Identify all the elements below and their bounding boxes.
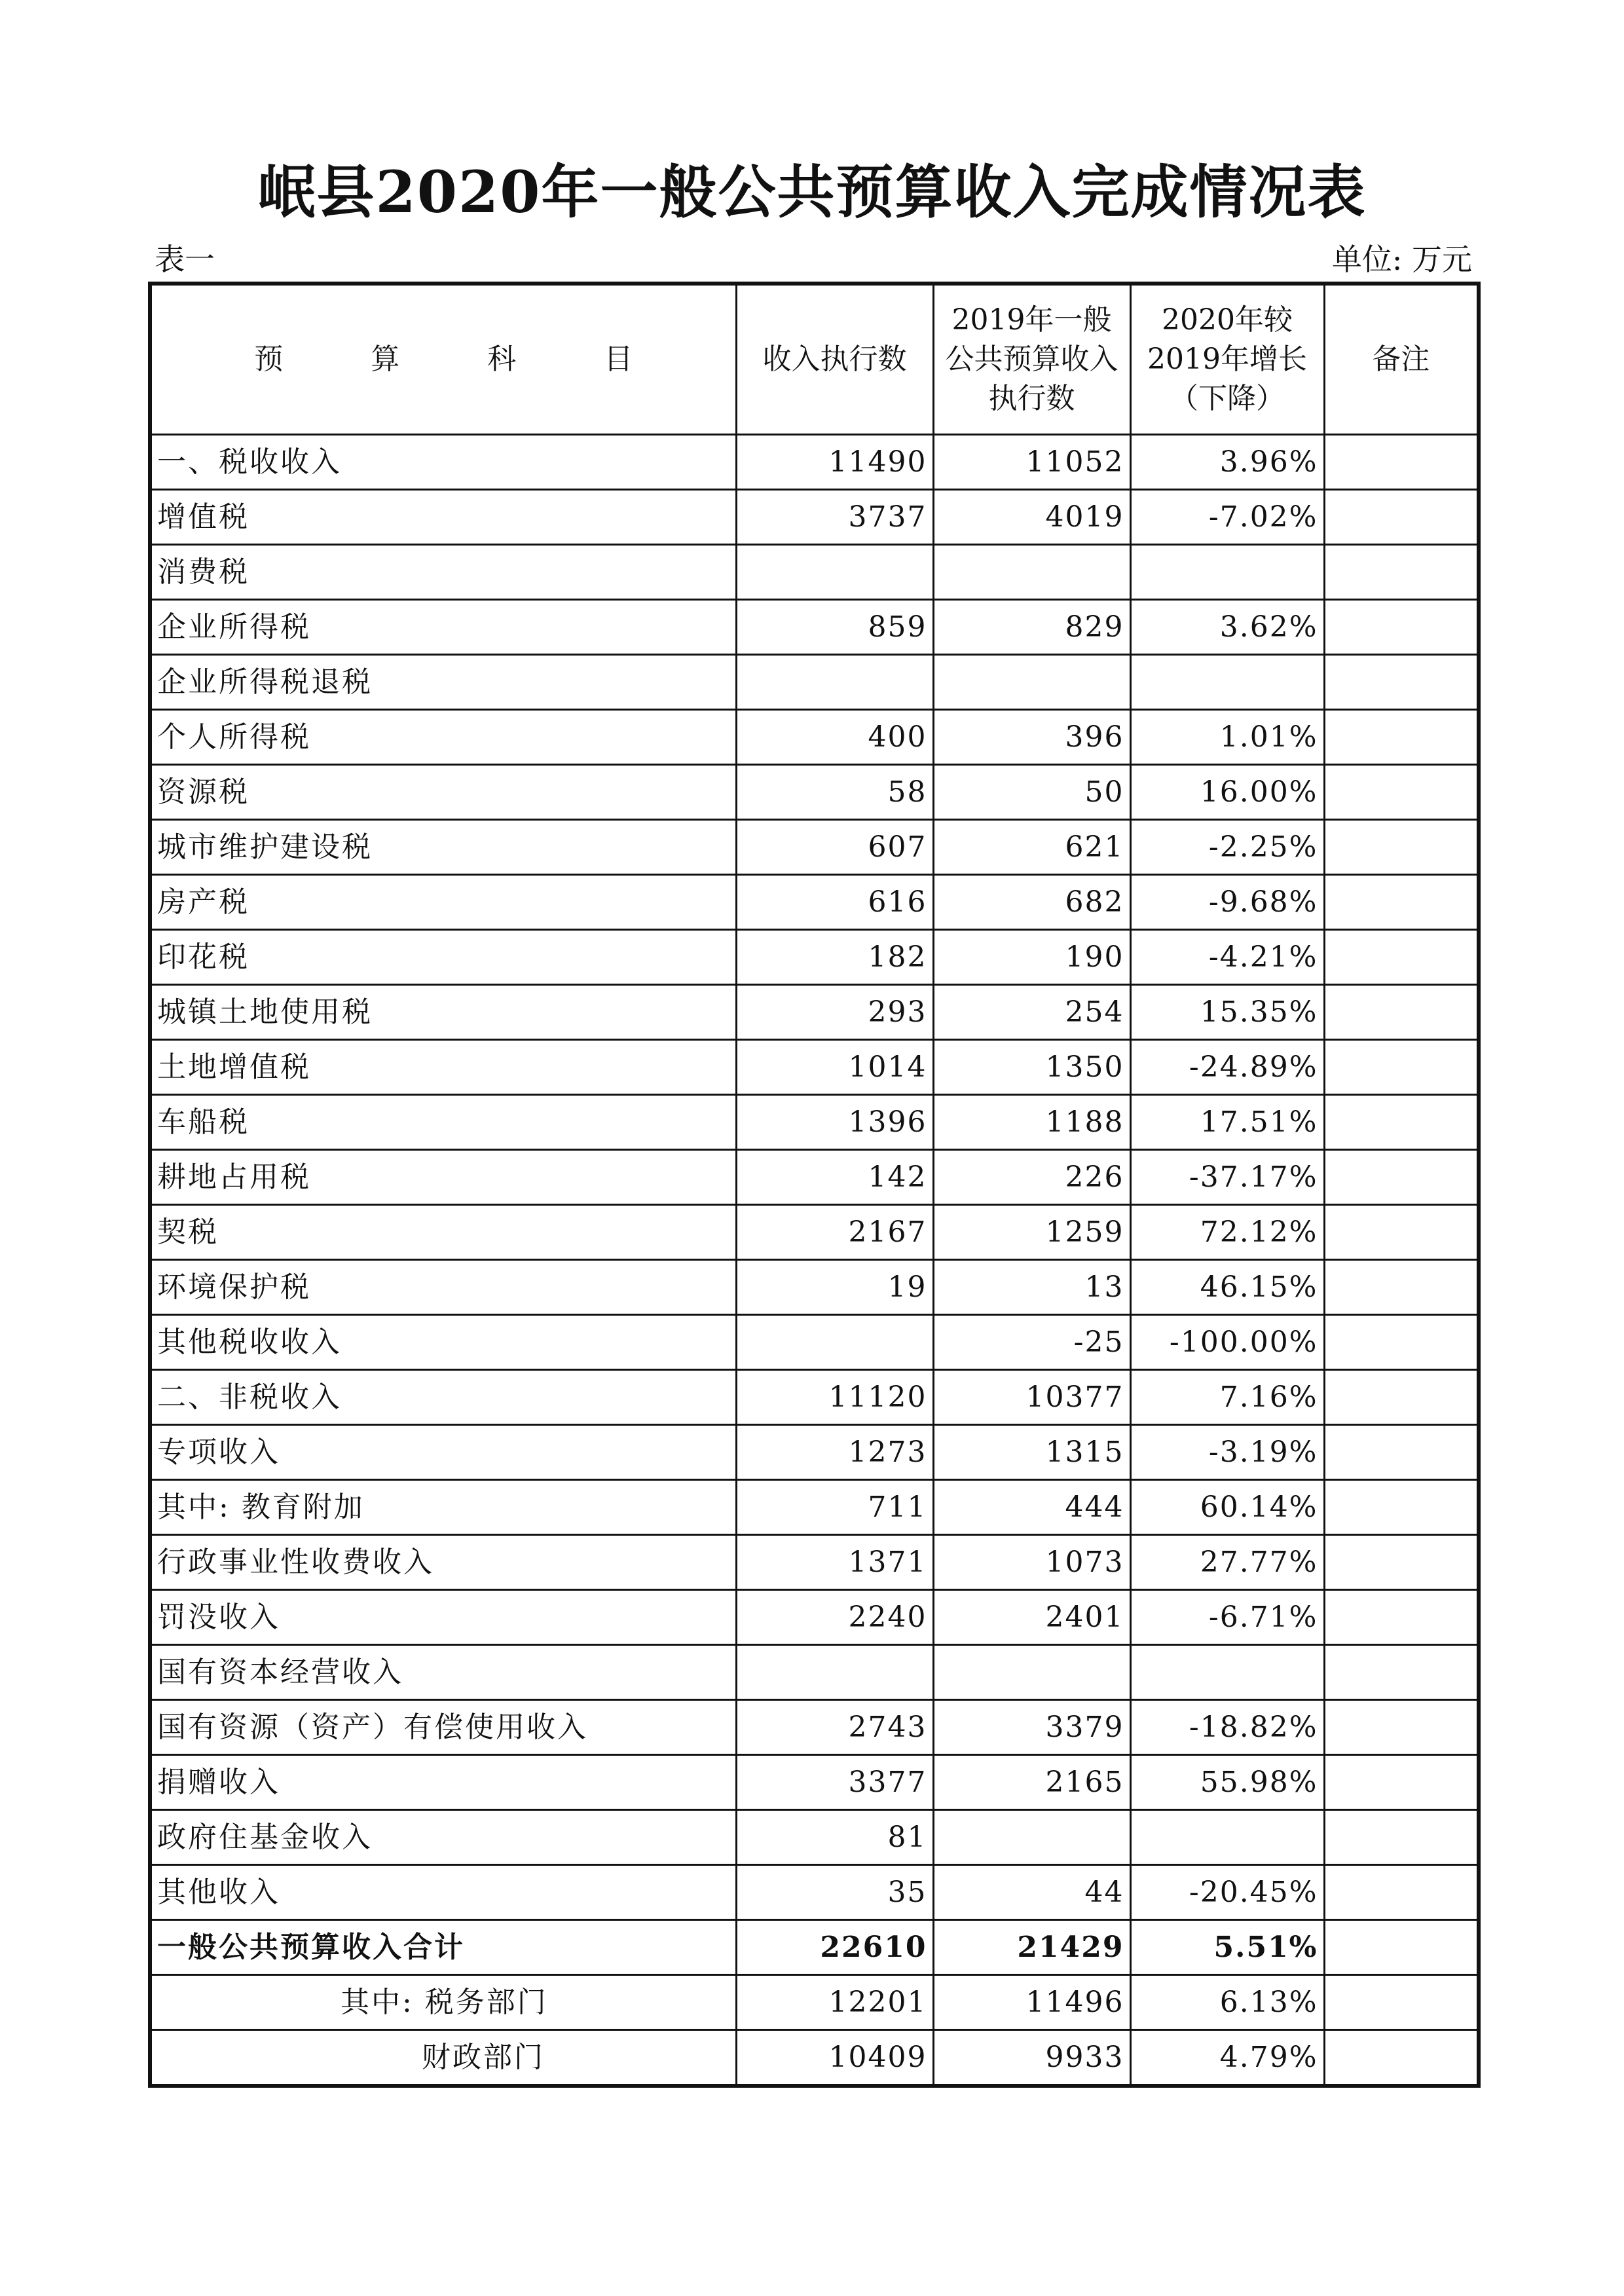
row-subject: 捐赠收入 xyxy=(150,1755,736,1810)
row-note xyxy=(1324,1535,1479,1590)
row-actual: 142 xyxy=(736,1150,933,1205)
row-change: -2.25% xyxy=(1130,820,1324,875)
row-subject: 财政部门 xyxy=(150,2030,736,2086)
row-subject: 国有资本经营收入 xyxy=(150,1645,736,1700)
row-actual: 1014 xyxy=(736,1040,933,1095)
row-change: -4.21% xyxy=(1130,930,1324,985)
row-prev xyxy=(933,1645,1130,1700)
row-actual: 12201 xyxy=(736,1975,933,2030)
row-prev: 9933 xyxy=(933,2030,1130,2086)
row-prev: 190 xyxy=(933,930,1130,985)
row-note xyxy=(1324,930,1479,985)
row-prev: 2401 xyxy=(933,1590,1130,1645)
row-note xyxy=(1324,710,1479,765)
row-prev: 1073 xyxy=(933,1535,1130,1590)
row-note xyxy=(1324,1205,1479,1260)
table-row xyxy=(150,930,1479,985)
row-change: -9.68% xyxy=(1130,875,1324,930)
row-change: -24.89% xyxy=(1130,1040,1324,1095)
row-change: 4.79% xyxy=(1130,2030,1324,2086)
row-actual: 859 xyxy=(736,600,933,655)
row-prev: 444 xyxy=(933,1480,1130,1535)
row-actual: 58 xyxy=(736,765,933,820)
budget-revenue-table xyxy=(148,282,1481,2088)
row-actual: 35 xyxy=(736,1865,933,1920)
row-subject: 契税 xyxy=(150,1205,736,1260)
row-note xyxy=(1324,545,1479,600)
row-subject: 其他税收收入 xyxy=(150,1315,736,1370)
row-change: 15.35% xyxy=(1130,985,1324,1040)
row-change: 46.15% xyxy=(1130,1260,1324,1315)
table-row xyxy=(150,820,1479,875)
row-subject: 行政事业性收费收入 xyxy=(150,1535,736,1590)
row-prev: 1188 xyxy=(933,1095,1130,1150)
unit-label: 单位: 万元 xyxy=(1331,242,1472,277)
table-row xyxy=(150,1810,1479,1865)
row-actual: 607 xyxy=(736,820,933,875)
row-actual: 11490 xyxy=(736,435,933,490)
row-note xyxy=(1324,2030,1479,2086)
row-note xyxy=(1324,1975,1479,2030)
row-subject: 房产税 xyxy=(150,875,736,930)
row-actual: 3377 xyxy=(736,1755,933,1810)
row-prev: 2165 xyxy=(933,1755,1130,1810)
table-row xyxy=(150,1755,1479,1810)
row-actual xyxy=(736,655,933,710)
row-prev: 621 xyxy=(933,820,1130,875)
header-change: 2020年较2019年增长（下降） xyxy=(1130,284,1324,435)
row-note xyxy=(1324,1040,1479,1095)
row-actual: 1371 xyxy=(736,1535,933,1590)
table-row xyxy=(150,1205,1479,1260)
table-row xyxy=(150,1480,1479,1535)
row-note xyxy=(1324,1920,1479,1975)
table-row xyxy=(150,710,1479,765)
row-actual: 11120 xyxy=(736,1370,933,1425)
row-change: -18.82% xyxy=(1130,1700,1324,1755)
row-note xyxy=(1324,1480,1479,1535)
row-actual: 400 xyxy=(736,710,933,765)
header-note: 备注 xyxy=(1324,284,1479,435)
row-prev: 4019 xyxy=(933,490,1130,545)
row-prev xyxy=(933,655,1130,710)
table-row xyxy=(150,600,1479,655)
row-prev: 1350 xyxy=(933,1040,1130,1095)
table-row xyxy=(150,1700,1479,1755)
row-prev: 3379 xyxy=(933,1700,1130,1755)
row-change: 7.16% xyxy=(1130,1370,1324,1425)
row-change: 5.51% xyxy=(1130,1920,1324,1975)
table-row xyxy=(150,1590,1479,1645)
row-change: 27.77% xyxy=(1130,1535,1324,1590)
row-change: -37.17% xyxy=(1130,1150,1324,1205)
table-row xyxy=(150,1535,1479,1590)
table-row xyxy=(150,1865,1479,1920)
row-prev: 226 xyxy=(933,1150,1130,1205)
row-change xyxy=(1130,655,1324,710)
row-note xyxy=(1324,655,1479,710)
row-note xyxy=(1324,1370,1479,1425)
row-note xyxy=(1324,1865,1479,1920)
row-change xyxy=(1130,1810,1324,1865)
row-subject: 国有资源（资产）有偿使用收入 xyxy=(150,1700,736,1755)
row-note xyxy=(1324,1095,1479,1150)
row-change: -3.19% xyxy=(1130,1425,1324,1480)
row-subject: 个人所得税 xyxy=(150,710,736,765)
table-row xyxy=(150,1975,1479,2030)
row-note xyxy=(1324,1315,1479,1370)
row-subject: 其中: 税务部门 xyxy=(150,1975,736,2030)
row-actual: 19 xyxy=(736,1260,933,1315)
row-note xyxy=(1324,490,1479,545)
table-row xyxy=(150,1040,1479,1095)
row-prev: 44 xyxy=(933,1865,1130,1920)
row-prev: 396 xyxy=(933,710,1130,765)
row-subject: 车船税 xyxy=(150,1095,736,1150)
row-change: 16.00% xyxy=(1130,765,1324,820)
row-subject: 城镇土地使用税 xyxy=(150,985,736,1040)
row-actual: 2240 xyxy=(736,1590,933,1645)
row-actual: 616 xyxy=(736,875,933,930)
row-change: 6.13% xyxy=(1130,1975,1324,2030)
table-row xyxy=(150,1315,1479,1370)
row-note xyxy=(1324,1260,1479,1315)
row-subject: 土地增值税 xyxy=(150,1040,736,1095)
row-prev: 13 xyxy=(933,1260,1130,1315)
row-subject: 消费税 xyxy=(150,545,736,600)
row-note xyxy=(1324,1810,1479,1865)
row-change: -20.45% xyxy=(1130,1865,1324,1920)
row-actual: 1396 xyxy=(736,1095,933,1150)
table-row xyxy=(150,1425,1479,1480)
row-change xyxy=(1130,545,1324,600)
header-actual: 收入执行数 xyxy=(736,284,933,435)
row-subject: 印花税 xyxy=(150,930,736,985)
row-subject: 专项收入 xyxy=(150,1425,736,1480)
row-subject: 企业所得税退税 xyxy=(150,655,736,710)
table-header-row xyxy=(150,284,1479,435)
row-prev: 254 xyxy=(933,985,1130,1040)
table-row xyxy=(150,2030,1479,2086)
row-change: -6.71% xyxy=(1130,1590,1324,1645)
row-change: 72.12% xyxy=(1130,1205,1324,1260)
row-prev: 21429 xyxy=(933,1920,1130,1975)
row-change xyxy=(1130,1645,1324,1700)
row-prev: 50 xyxy=(933,765,1130,820)
row-change: 60.14% xyxy=(1130,1480,1324,1535)
row-prev: 11052 xyxy=(933,435,1130,490)
row-note xyxy=(1324,600,1479,655)
row-note xyxy=(1324,1755,1479,1810)
row-prev: 11496 xyxy=(933,1975,1130,2030)
row-note xyxy=(1324,1425,1479,1480)
row-note xyxy=(1324,1645,1479,1700)
header-prev-year: 2019年一般公共预算收入执行数 xyxy=(933,284,1130,435)
row-actual: 2743 xyxy=(736,1700,933,1755)
page-title: 岷县2020年一般公共预算收入完成情况表 xyxy=(257,158,1367,226)
row-actual: 22610 xyxy=(736,1920,933,1975)
row-actual xyxy=(736,1315,933,1370)
row-prev xyxy=(933,1810,1130,1865)
row-change: 17.51% xyxy=(1130,1095,1324,1150)
table-row xyxy=(150,1095,1479,1150)
row-subject: 罚没收入 xyxy=(150,1590,736,1645)
table-row xyxy=(150,1370,1479,1425)
table-label: 表一 xyxy=(155,242,215,277)
table-row xyxy=(150,765,1479,820)
header-subject: 预 算 科 目 xyxy=(150,284,736,435)
row-prev: 10377 xyxy=(933,1370,1130,1425)
row-change: 3.62% xyxy=(1130,600,1324,655)
table-row xyxy=(150,490,1479,545)
row-prev: 1259 xyxy=(933,1205,1130,1260)
row-actual: 1273 xyxy=(736,1425,933,1480)
row-prev xyxy=(933,545,1130,600)
row-note xyxy=(1324,1590,1479,1645)
row-subject: 政府住基金收入 xyxy=(150,1810,736,1865)
row-subject: 一、税收收入 xyxy=(150,435,736,490)
table-row xyxy=(150,1645,1479,1700)
row-note xyxy=(1324,985,1479,1040)
row-change: -100.00% xyxy=(1130,1315,1324,1370)
row-subject: 耕地占用税 xyxy=(150,1150,736,1205)
row-actual xyxy=(736,1645,933,1700)
row-actual xyxy=(736,545,933,600)
row-subject: 一般公共预算收入合计 xyxy=(150,1920,736,1975)
row-change: 1.01% xyxy=(1130,710,1324,765)
row-actual: 81 xyxy=(736,1810,933,1865)
row-subject: 二、非税收入 xyxy=(150,1370,736,1425)
row-actual: 293 xyxy=(736,985,933,1040)
row-subject: 城市维护建设税 xyxy=(150,820,736,875)
row-change: 55.98% xyxy=(1130,1755,1324,1810)
row-subject: 增值税 xyxy=(150,490,736,545)
row-actual: 3737 xyxy=(736,490,933,545)
row-actual: 711 xyxy=(736,1480,933,1535)
row-change: 3.96% xyxy=(1130,435,1324,490)
row-prev: 682 xyxy=(933,875,1130,930)
table-row xyxy=(150,1150,1479,1205)
table-row xyxy=(150,545,1479,600)
row-note xyxy=(1324,820,1479,875)
row-prev: 829 xyxy=(933,600,1130,655)
table-row-total xyxy=(150,1920,1479,1975)
row-actual: 10409 xyxy=(736,2030,933,2086)
row-actual: 2167 xyxy=(736,1205,933,1260)
row-note xyxy=(1324,765,1479,820)
row-note xyxy=(1324,875,1479,930)
table-row xyxy=(150,1260,1479,1315)
row-change: -7.02% xyxy=(1130,490,1324,545)
row-subject: 环境保护税 xyxy=(150,1260,736,1315)
table-row xyxy=(150,435,1479,490)
row-note xyxy=(1324,1700,1479,1755)
row-prev: -25 xyxy=(933,1315,1130,1370)
row-note xyxy=(1324,435,1479,490)
table-row xyxy=(150,875,1479,930)
row-subject: 资源税 xyxy=(150,765,736,820)
table-row xyxy=(150,655,1479,710)
row-prev: 1315 xyxy=(933,1425,1130,1480)
table-row xyxy=(150,985,1479,1040)
row-note xyxy=(1324,1150,1479,1205)
row-subject: 其中: 教育附加 xyxy=(150,1480,736,1535)
row-subject: 其他收入 xyxy=(150,1865,736,1920)
row-subject: 企业所得税 xyxy=(150,600,736,655)
row-actual: 182 xyxy=(736,930,933,985)
